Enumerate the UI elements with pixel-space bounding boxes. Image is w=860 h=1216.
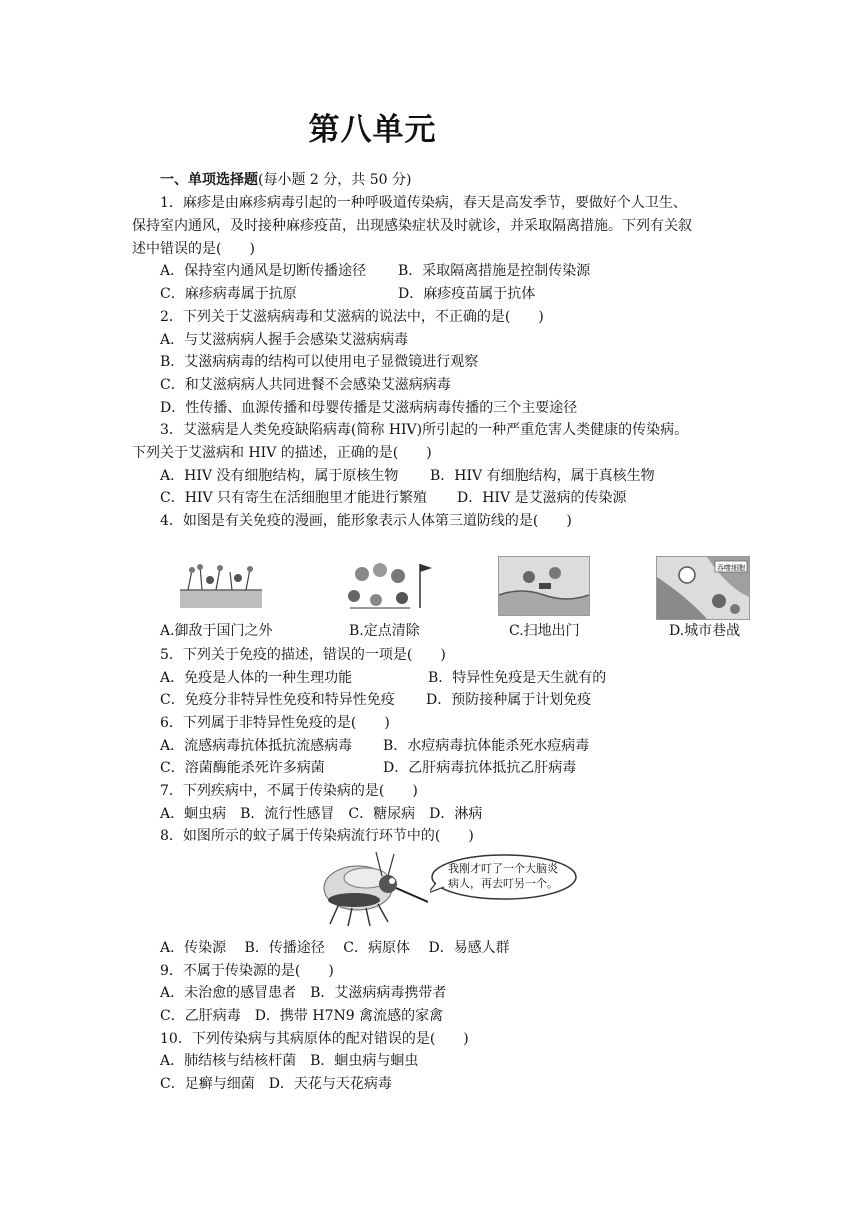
q8-stem: 8．如图所示的蚊子属于传染病流行环节中的( ): [160, 828, 474, 844]
q5-option-d: D．预防接种属于计划免疫: [426, 692, 592, 708]
mosquito-speech-bubble: [430, 853, 578, 901]
q4-stem: 4．如图是有关免疫的漫画，能形象表示人体第三道防线的是( ): [160, 513, 572, 529]
q2-option-d: D．性传播、血源传播和母婴传播是艾滋病病毒传播的三个主要途径: [160, 400, 578, 416]
q3-option-d: D．HIV 是艾滋病的传染源: [457, 490, 627, 506]
mosquito-illustration: [318, 848, 428, 928]
q6-stem: 6．下列属于非特异性免疫的是( ): [160, 715, 390, 731]
q2-option-b: B．艾滋病病毒的结构可以使用电子显微镜进行观察: [160, 354, 479, 370]
q7-stem: 7．下列疾病中，不属于传染病的是( ): [160, 783, 418, 799]
phagocyte-sign: 吞噬细胞: [717, 564, 745, 572]
q6-option-d: D．乙肝病毒抗体抵抗乙肝病毒: [383, 760, 577, 776]
bubble-line2: 病人，再去叮另一个。: [448, 877, 558, 890]
q1-stem-line3: 述中错误的是( ): [132, 241, 255, 257]
q3-stem-line2: 下列关于艾滋病和 HIV 的描述，正确的是( ): [132, 445, 432, 461]
q4-caption-d: D.城市巷战: [669, 623, 741, 639]
q5-option-b: B．特异性免疫是天生就有的: [428, 670, 607, 686]
bubble-line1: 我刚才叮了一个大脑炎: [448, 862, 558, 875]
q2-option-c: C．和艾滋病病人共同进餐不会感染艾滋病病毒: [160, 377, 451, 393]
q3-option-a: A．HIV 没有细胞结构，属于原核生物: [160, 468, 399, 484]
q6-option-a: A．流感病毒抗体抵抗流感病毒: [160, 738, 353, 754]
page-title: 第八单元: [308, 112, 437, 148]
q1-option-a: A．保持室内通风是切断传播途径: [160, 263, 367, 279]
q6-option-b: B．水痘病毒抗体能杀死水痘病毒: [383, 738, 590, 754]
q2-option-a: A．与艾滋病病人握手会感染艾滋病病毒: [160, 332, 409, 348]
q1-option-b: B．采取隔离措施是控制传染源: [398, 263, 591, 279]
q9-options-line1: A．未治愈的感冒患者 B．艾滋病病毒携带者: [160, 985, 447, 1001]
q4-caption-c: C.扫地出门: [509, 623, 580, 639]
section-label: 一、单项选择题: [160, 172, 258, 188]
q8-options: A．传染源 B．传播途径 C．病原体 D．易感人群: [160, 940, 510, 956]
q10-options-line2: C．足癣与细菌 D．天花与天花病毒: [160, 1076, 392, 1092]
q5-option-a: A．免疫是人体的一种生理功能: [160, 670, 353, 686]
q4-caption-a: A.御敌于国门之外: [160, 623, 273, 639]
immunity-cartoon-c: [498, 556, 590, 616]
q1-stem-line1: 1．麻疹是由麻疹病毒引起的一种呼吸道传染病，春天是高发季节，要做好个人卫生、: [160, 195, 687, 211]
immunity-cartoon-b: [340, 556, 432, 614]
immunity-cartoon-d: [656, 556, 750, 620]
q7-options: A．蛔虫病 B．流行性感冒 C．糖尿病 D．淋病: [160, 806, 483, 822]
q1-stem-line2: 保持室内通风，及时接种麻疹疫苗，出现感染症状及时就诊，并采取隔离措施。下列有关叙: [132, 218, 692, 234]
section-note: (每小题 2 分，共 50 分): [258, 172, 412, 188]
q9-stem: 9．不属于传染源的是( ): [160, 963, 334, 979]
q3-stem-line1: 3．艾滋病是人类免疫缺陷病毒(简称 HIV)所引起的一种严重危害人类健康的传染病。: [160, 422, 689, 438]
q3-option-c: C．HIV 只有寄生在活细胞里才能进行繁殖: [160, 490, 428, 506]
q6-option-c: C．溶菌酶能杀死许多病菌: [160, 760, 325, 776]
q5-stem: 5．下列关于免疫的描述，错误的一项是( ): [160, 647, 446, 663]
section-heading: [160, 169, 411, 191]
q9-options-line2: C．乙肝病毒 D．携带 H7N9 禽流感的家禽: [160, 1008, 444, 1024]
q2-stem: 2．下列关于艾滋病病毒和艾滋病的说法中，不正确的是( ): [160, 309, 544, 325]
q10-stem: 10．下列传染病与其病原体的配对错误的是( ): [160, 1031, 469, 1047]
q4-caption-b: B.定点清除: [349, 623, 420, 639]
q1-option-d: D．麻疹疫苗属于抗体: [398, 286, 536, 302]
immunity-cartoon-a: [180, 560, 262, 612]
q10-options-line1: A．肺结核与结核杆菌 B．蛔虫病与蛔虫: [160, 1053, 419, 1069]
q5-option-c: C．免疫分非特异性免疫和特异性免疫: [160, 692, 395, 708]
q1-option-c: C．麻疹病毒属于抗原: [160, 286, 297, 302]
q3-option-b: B．HIV 有细胞结构，属于真核生物: [430, 468, 655, 484]
